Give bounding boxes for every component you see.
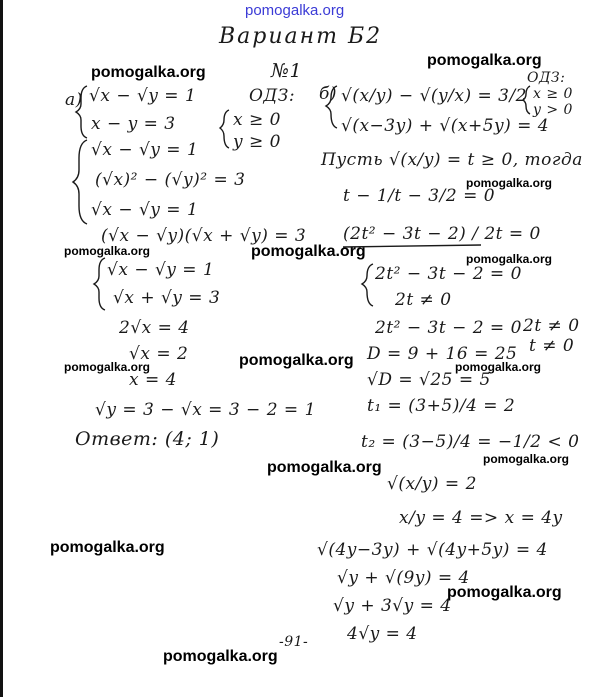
part-a-odz-x: x ≥ 0 xyxy=(233,110,281,130)
part-b-line: √(4y−3y) + √(4y+5y) = 4 xyxy=(317,540,548,560)
part-b-line: √y + √(9y) = 4 xyxy=(337,568,470,588)
part-b-line: Пусть √(x/y) = t ≥ 0, тогда xyxy=(321,150,583,170)
part-b-odz-label: ОДЗ: xyxy=(527,70,566,86)
part-b-odz-x: x ≥ 0 xyxy=(533,86,573,102)
part-a-line: √x − √y = 1 xyxy=(107,260,215,280)
part-b-line: D = 9 + 16 = 25 xyxy=(367,344,518,364)
watermark: pomogalka.org xyxy=(447,584,562,601)
part-a-line: √x − √y = 1 xyxy=(89,86,197,106)
system-braces xyxy=(3,0,600,697)
part-b-odz-y: y > 0 xyxy=(533,102,573,118)
watermark: pomogalka.org xyxy=(251,243,366,260)
watermark: pomogalka.org xyxy=(64,244,151,258)
part-b-line: t₂ = (3−5)/4 = −1/2 < 0 xyxy=(361,432,580,452)
part-a-line: x − y = 3 xyxy=(91,114,176,134)
watermark: pomogalka.org xyxy=(91,64,206,81)
part-b-line: (2t² − 3t − 2) / 2t = 0 xyxy=(343,224,541,244)
part-b-line: t − 1/t − 3/2 = 0 xyxy=(343,186,496,206)
watermark-top: pomogalka.org xyxy=(245,2,345,19)
part-a-line: √y = 3 − √x = 3 − 2 = 1 xyxy=(95,400,316,420)
part-b-label: б) xyxy=(319,84,338,104)
part-b-line: √y + 3√y = 4 xyxy=(333,596,452,616)
part-b-line: t ≠ 0 xyxy=(529,336,575,356)
part-b-line: 4√y = 4 xyxy=(347,624,418,644)
part-b-line: t₁ = (3+5)/4 = 2 xyxy=(367,396,516,416)
part-b-line: 2t² − 3t − 2 = 0 xyxy=(375,264,522,284)
watermark: pomogalka.org xyxy=(50,539,165,556)
part-b-line: √D = √25 = 5 xyxy=(367,370,491,390)
part-a-line: √x − √y = 1 xyxy=(91,200,199,220)
watermark: pomogalka.org xyxy=(427,52,542,69)
part-b-line: x/y = 4 => x = 4y xyxy=(399,508,563,528)
watermark: pomogalka.org xyxy=(163,648,278,665)
watermark: pomogalka.org xyxy=(239,352,354,369)
part-b-line: 2t ≠ 0 xyxy=(395,290,452,310)
part-a-line: √x + √y = 3 xyxy=(113,288,221,308)
part-a-line: √x = 2 xyxy=(129,344,189,364)
watermark: pomogalka.org xyxy=(64,360,151,374)
watermark: pomogalka.org xyxy=(455,360,542,374)
part-a-label: а) xyxy=(65,90,83,110)
part-b-line: 2t ≠ 0 xyxy=(523,316,580,336)
part-b-line: √(x/y) = 2 xyxy=(387,474,477,494)
variant-title: Вариант Б2 xyxy=(219,24,383,49)
watermark: pomogalka.org xyxy=(466,176,553,190)
part-a-line: (√x)² − (√y)² = 3 xyxy=(95,170,246,190)
watermark: pomogalka.org xyxy=(483,452,570,466)
part-b-line: √(x/y) − √(y/x) = 3/2 xyxy=(341,86,527,106)
part-a-odz-label: ОДЗ: xyxy=(249,86,296,106)
part-a-line: x = 4 xyxy=(129,370,177,390)
page-number: -91- xyxy=(279,634,309,650)
part-a-answer: Ответ: (4; 1) xyxy=(75,428,220,450)
watermark: pomogalka.org xyxy=(466,252,553,266)
task-number: №1 xyxy=(271,60,303,82)
part-a-line: 2√x = 4 xyxy=(119,318,190,338)
part-a-line: (√x − √y)(√x + √y) = 3 xyxy=(101,226,307,246)
part-a-line: √x − √y = 1 xyxy=(91,140,199,160)
part-b-line: 2t² − 3t − 2 = 0 xyxy=(375,318,522,338)
watermark: pomogalka.org xyxy=(267,459,382,476)
part-a-odz-y: y ≥ 0 xyxy=(233,132,281,152)
part-b-line: √(x−3y) + √(x+5y) = 4 xyxy=(341,116,550,136)
